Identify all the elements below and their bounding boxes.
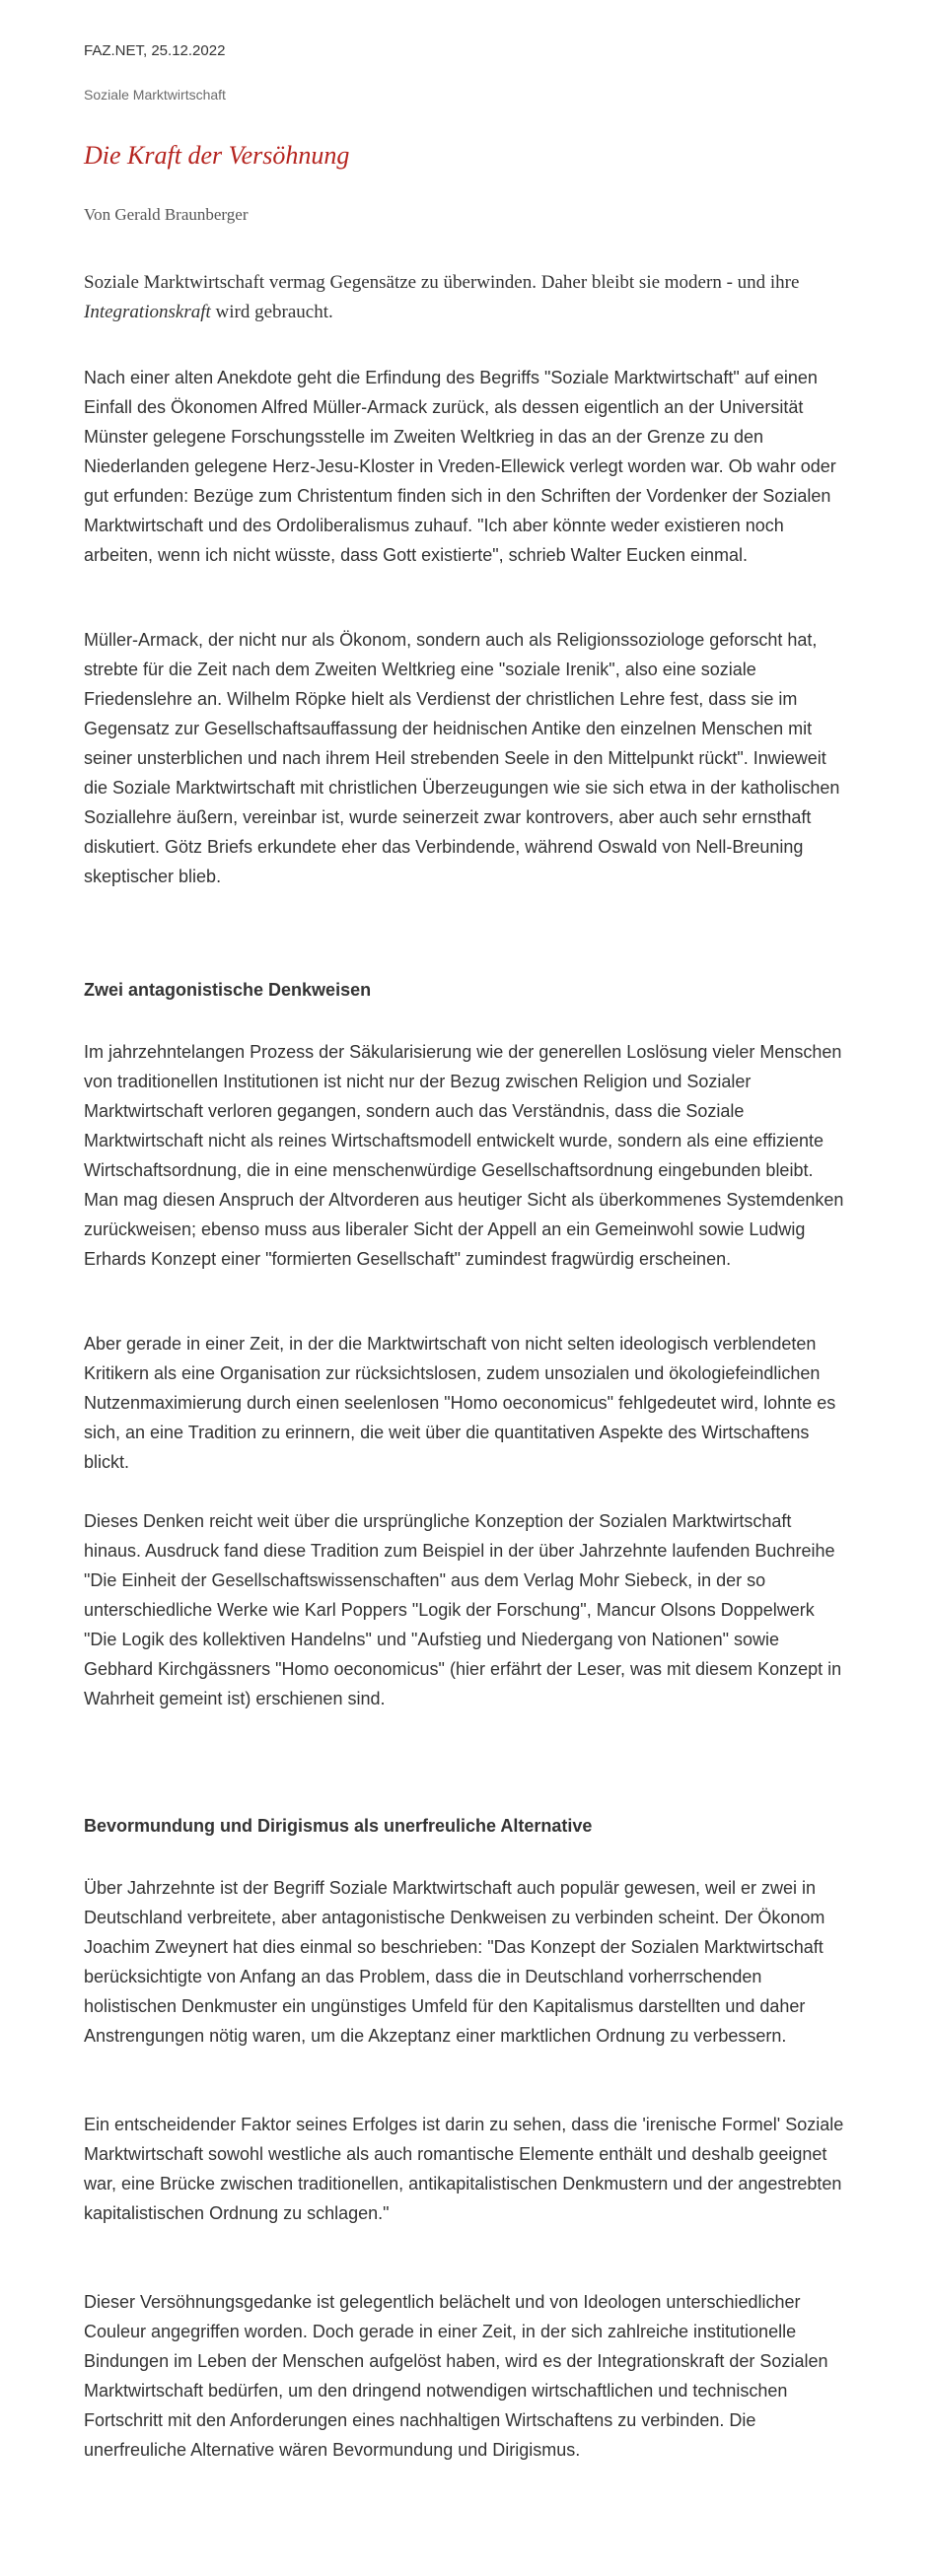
- article-author: Von Gerald Braunberger: [84, 205, 249, 224]
- paragraph: Nach einer alten Anekdote geht die Erfindung des Begriffs "Soziale Marktwirtschaft" auf einen Einfall des Ökonomen Alfred Müller-Armack zurück, als dessen eigentlich an der Universität Münster gelegene Forschungsstelle im Zweiten Weltkrieg in das an der Grenze zu den Niederlanden gelegene Herz-Jesu-Kloster in Vreden-Ellewick verlegt worden war. Ob wahr oder gut erfunden: Bezüge zum Christentum finden sich in den Schriften der Vordenker der Sozialen Marktwirtschaft und des Ordoliberalismus zuhauf. "Ich aber könnte weder existieren noch arbeiten, wenn ich nicht wüsste, dass Gott existierte", schrieb Walter Eucken einmal.: [84, 368, 836, 565]
- source-line: FAZ.NET, 25.12.2022: [84, 42, 226, 59]
- section-heading: Zwei antagonistische Denkweisen: [84, 979, 372, 1000]
- section-heading: Bevormundung und Dirigismus als unerfreuliche Alternative: [84, 1815, 593, 1836]
- paragraph: Ein entscheidender Faktor seines Erfolges ist darin zu sehen, dass die 'irenische Formel' Soziale Marktwirtschaft sowohl westliche als auch romantische Elemente enthält und deshalb geeignet war, eine Brücke zwischen traditionellen, antikapitalistischen Denkmustern und der angestrebten kapitalistischen Ordnung zu schlagen.": [84, 2115, 844, 2223]
- lead-text-end: wird gebraucht.: [210, 302, 333, 322]
- paragraph: Aber gerade in einer Zeit, in der die Marktwirtschaft von nicht selten ideologisch verblendeten Kritikern als eine Organisation zur rücksichtslosen, zudem unsozialen und ökologiefeindlichen Nutzenmaximierung durch einen seelenlosen "Homo oeconomicus" fehlgedeutet wird, lohnte es sich, an eine Tradition zu erinnern, die weit über die quantitativen Aspekte des Wirtschaftens blickt.: [84, 1334, 836, 1472]
- paragraph: Dieser Versöhnungsgedanke ist gelegentlich belächelt und von Ideologen unterschiedlicher Couleur angegriffen worden. Doch gerade in einer Zeit, in der sich zahlreiche institutionelle Bindungen im Leben der Menschen aufgelöst haben, wird es der Integrationskraft der Sozialen Marktwirtschaft bedürfen, um den dringend notwendigen wirtschaftlichen und technischen Fortschritt mit den Anforderungen eines nachhaltigen Wirtschaftens zu verbinden. Die unerfreuliche Alternative wären Bevormundung und Dirigismus.: [84, 2292, 828, 2460]
- paragraph: Müller-Armack, der nicht nur als Ökonom, sondern auch als Religionssoziologe geforscht hat, strebte für die Zeit nach dem Zweiten Weltkrieg eine "soziale Irenik", also eine soziale Friedenslehre an. Wilhelm Röpke hielt als Verdienst der christlichen Lehre fest, dass sie im Gegensatz zur Gesellschaftsauffassung der heidnischen Antike den einzelnen Menschen mit seiner unsterblichen und nach ihrem Heil strebenden Seele in den Mittelpunkt rückt". Inwieweit die Soziale Marktwirtschaft mit christlichen Überzeugungen wie sie sich etwa in der katholischen Soziallehre äußern, vereinbar ist, wurde seinerzeit zwar kontrovers, aber auch sehr ernsthaft diskutiert. Götz Briefs erkundete eher das Verbindende, während Oswald von Nell-Breuning skeptischer blieb.: [84, 630, 840, 886]
- article-title: Die Kraft der Versöhnung: [84, 141, 350, 170]
- paragraph: Im jahrzehntelangen Prozess der Säkularisierung wie der generellen Loslösung vieler Menschen von traditionellen Institutionen ist nicht nur der Bezug zwischen Religion und Sozialer Marktwirtschaft verloren gegangen, sondern auch das Verständnis, dass die Soziale Marktwirtschaft nicht als reines Wirtschaftsmodell entwickelt wurde, sondern als eine effiziente Wirtschaftsordnung, die in eine menschenwürdige Gesellschaftsordnung eingebunden bleibt. Man mag diesen Anspruch der Altvorderen aus heutiger Sicht als überkommenes Systemdenken zurückweisen; ebenso muss aus liberaler Sicht der Appell an ein Gemeinwohl sowie Ludwig Erhards Konzept einer "formierten Gesellschaft" zumindest fragwürdig erscheinen.: [84, 1042, 844, 1269]
- lead-text-start: Soziale Marktwirtschaft vermag Gegensätze zu überwinden. Daher bleibt sie modern - und ihre: [84, 272, 800, 293]
- lead-emphasis: Integrationskraft: [84, 302, 211, 322]
- paragraph: Dieses Denken reicht weit über die ursprüngliche Konzeption der Sozialen Marktwirtschaft hinaus. Ausdruck fand diese Tradition zum Beispiel in der über Jahrzehnte laufenden Buchreihe "Die Einheit der Gesellschaftswissenschaften" aus dem Verlag Mohr Siebeck, in der so unterschiedliche Werke wie Karl Poppers "Logik der Forschung", Mancur Olsons Doppelwerk "Die Logik des kollektiven Handelns" und "Aufstieg und Niedergang von Nationen" sowie Gebhard Kirchgässners "Homo oeconomicus" (hier erfährt der Leser, was mit diesem Konzept in Wahrheit gemeint ist) erschienen sind.: [84, 1511, 842, 1708]
- paragraph: Über Jahrzehnte ist der Begriff Soziale Marktwirtschaft auch populär gewesen, weil er zwei in Deutschland verbreitete, aber antagonistische Denkweisen zu verbinden scheint. Der Ökonom Joachim Zweynert hat dies einmal so beschrieben: "Das Konzept der Sozialen Marktwirtschaft berücksichtigte von Anfang an das Problem, dass die in Deutschland vorherrschenden holistischen Denkmuster ein ungünstiges Umfeld für den Kapitalismus darstellten und daher Anstrengungen nötig waren, um die Akzeptanz einer marktlichen Ordnung zu verbessern.: [84, 1878, 825, 2046]
- article-lead: [84, 268, 848, 327]
- ressort-label: Soziale Marktwirtschaft: [84, 87, 226, 103]
